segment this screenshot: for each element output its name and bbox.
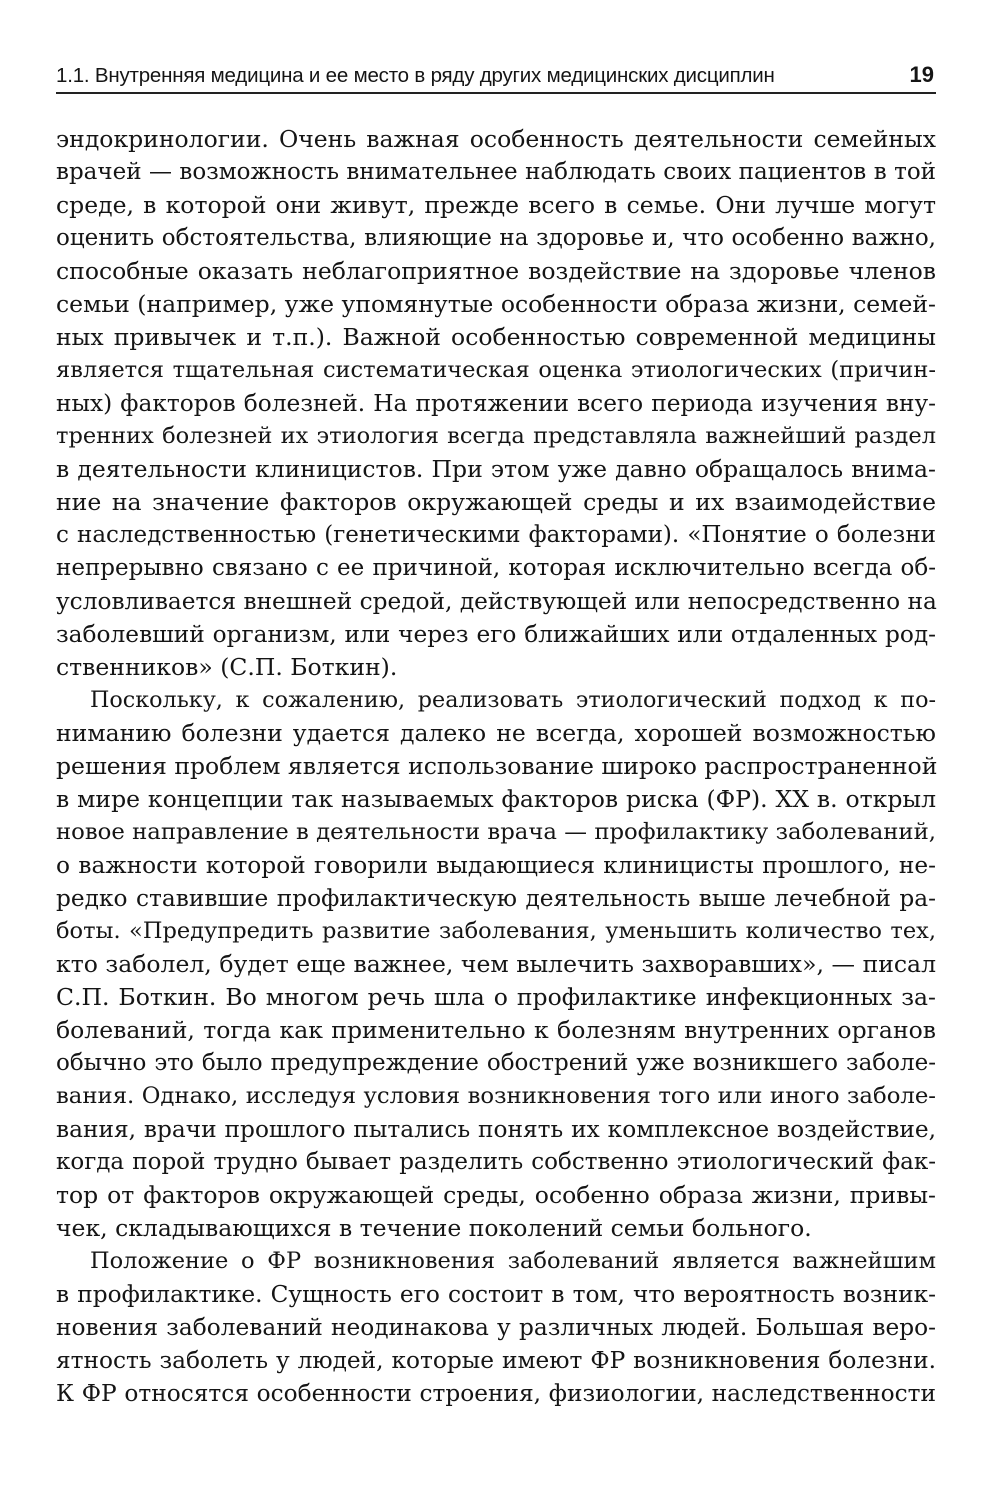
text-line: семьи (например, уже упомянутые особенности образа жизни, семей- bbox=[56, 290, 936, 318]
text-line: условливается внешней средой, действующей или непосредственно на bbox=[56, 588, 937, 615]
text-line: вания, врачи прошлого пытались понять их комплексное воздействие, bbox=[56, 1116, 936, 1143]
text-line: редко ставившие профилактическую деятельность выше лечебной ра- bbox=[56, 885, 936, 912]
text-line: решения проблем является использование широко распространенной bbox=[56, 752, 938, 780]
text-line: среде, в которой они живут, прежде всего в семье. Они лучше могут bbox=[56, 191, 936, 219]
text-line: новения заболеваний неодинакова у различных людей. Большая веро- bbox=[56, 1314, 936, 1341]
text-line: ных привычек и т.п.). Важной особенностью современной медицины bbox=[56, 323, 936, 351]
paragraph bbox=[56, 1245, 936, 1410]
text-line: тренних болезней их этиология всегда представляла важнейший раздел bbox=[56, 423, 936, 449]
text-line: обычно это было предупреждение обострений уже возникшего заболе- bbox=[56, 1050, 936, 1076]
text-line: тор от факторов окружающей среды, особенно образа жизни, привы- bbox=[56, 1181, 936, 1209]
text-line: о важности которой говорили выдающиеся клиницисты прошлого, не- bbox=[56, 852, 936, 879]
paragraph bbox=[56, 684, 936, 1245]
text-line: с наследственностью (генетическими факторами). «Понятие о болезни bbox=[56, 522, 936, 548]
text-line: является тщательная систематическая оценка этиологических (причин- bbox=[56, 357, 936, 383]
text-line: эндокринологии. Очень важная особенность деятельности семейных bbox=[56, 125, 936, 153]
running-title: 1.1. Внутренняя медицина и ее место в ряду других медицинских дисциплин bbox=[56, 64, 775, 87]
text-line: боты. «Предупредить развитие заболевания, уменьшить количество тех, bbox=[56, 918, 936, 944]
text-line: в деятельности клиницистов. При этом уже давно обращалось внима- bbox=[56, 455, 936, 483]
paragraph bbox=[56, 123, 936, 684]
text-line: ственников» (С.П. Боткин). bbox=[56, 653, 398, 681]
text-line: оценить обстоятельства, влияющие на здоровье и, что особенно важно, bbox=[56, 225, 936, 251]
text-line: когда порой трудно бывает разделить собственно этиологический фак- bbox=[56, 1149, 936, 1175]
running-header bbox=[56, 58, 936, 94]
text-line: ятность заболеть у людей, которые имеют ФР возникновения болезни. bbox=[56, 1347, 936, 1374]
text-line: ных) факторов болезней. На протяжении всего периода изучения вну- bbox=[56, 390, 936, 417]
page-number: 19 bbox=[909, 62, 934, 87]
text-line: в мире концепции так называемых факторов риска (ФР). XX в. открыл bbox=[56, 785, 936, 813]
body-text bbox=[56, 123, 936, 1410]
text-line: врачей — возможность внимательнее наблюдать своих пациентов в той bbox=[56, 159, 936, 185]
text-line: кто заболел, будет еще важнее, чем вылечить захворавших», — писал bbox=[56, 950, 936, 978]
text-line: заболевший организм, или через его ближайших или отдаленных род- bbox=[56, 621, 936, 648]
text-line: вания. Однако, исследуя условия возникновения того или иного заболе- bbox=[56, 1083, 936, 1109]
text-line: Положение о ФР возникновения заболеваний является важнейшим bbox=[90, 1248, 936, 1274]
text-line: способные оказать неблагоприятное воздействие на здоровье членов bbox=[56, 257, 936, 285]
text-line: новое направление в деятельности врача — профилактику заболеваний, bbox=[56, 819, 936, 845]
text-line: С.П. Боткин. Во многом речь шла о профилактике инфекционных за- bbox=[56, 983, 936, 1011]
text-line: чек, складывающихся в течение поколений семьи больного. bbox=[56, 1214, 812, 1242]
text-line: ниманию болезни удается далеко не всегда, хорошей возможностью bbox=[56, 719, 936, 747]
text-line: Поскольку, к сожалению, реализовать этиологический подход к по- bbox=[90, 687, 936, 713]
text-line: непрерывно связано с ее причиной, которая исключительно всегда об- bbox=[56, 555, 936, 581]
text-line: К ФР относятся особенности строения, физиологии, наследственности bbox=[56, 1380, 936, 1407]
text-line: болеваний, тогда как применительно к болезням внутренних органов bbox=[56, 1016, 936, 1044]
text-line: ние на значение факторов окружающей среды и их взаимодействие bbox=[56, 488, 936, 516]
text-line: в профилактике. Сущность его состоит в том, что вероятность возник- bbox=[56, 1281, 936, 1308]
